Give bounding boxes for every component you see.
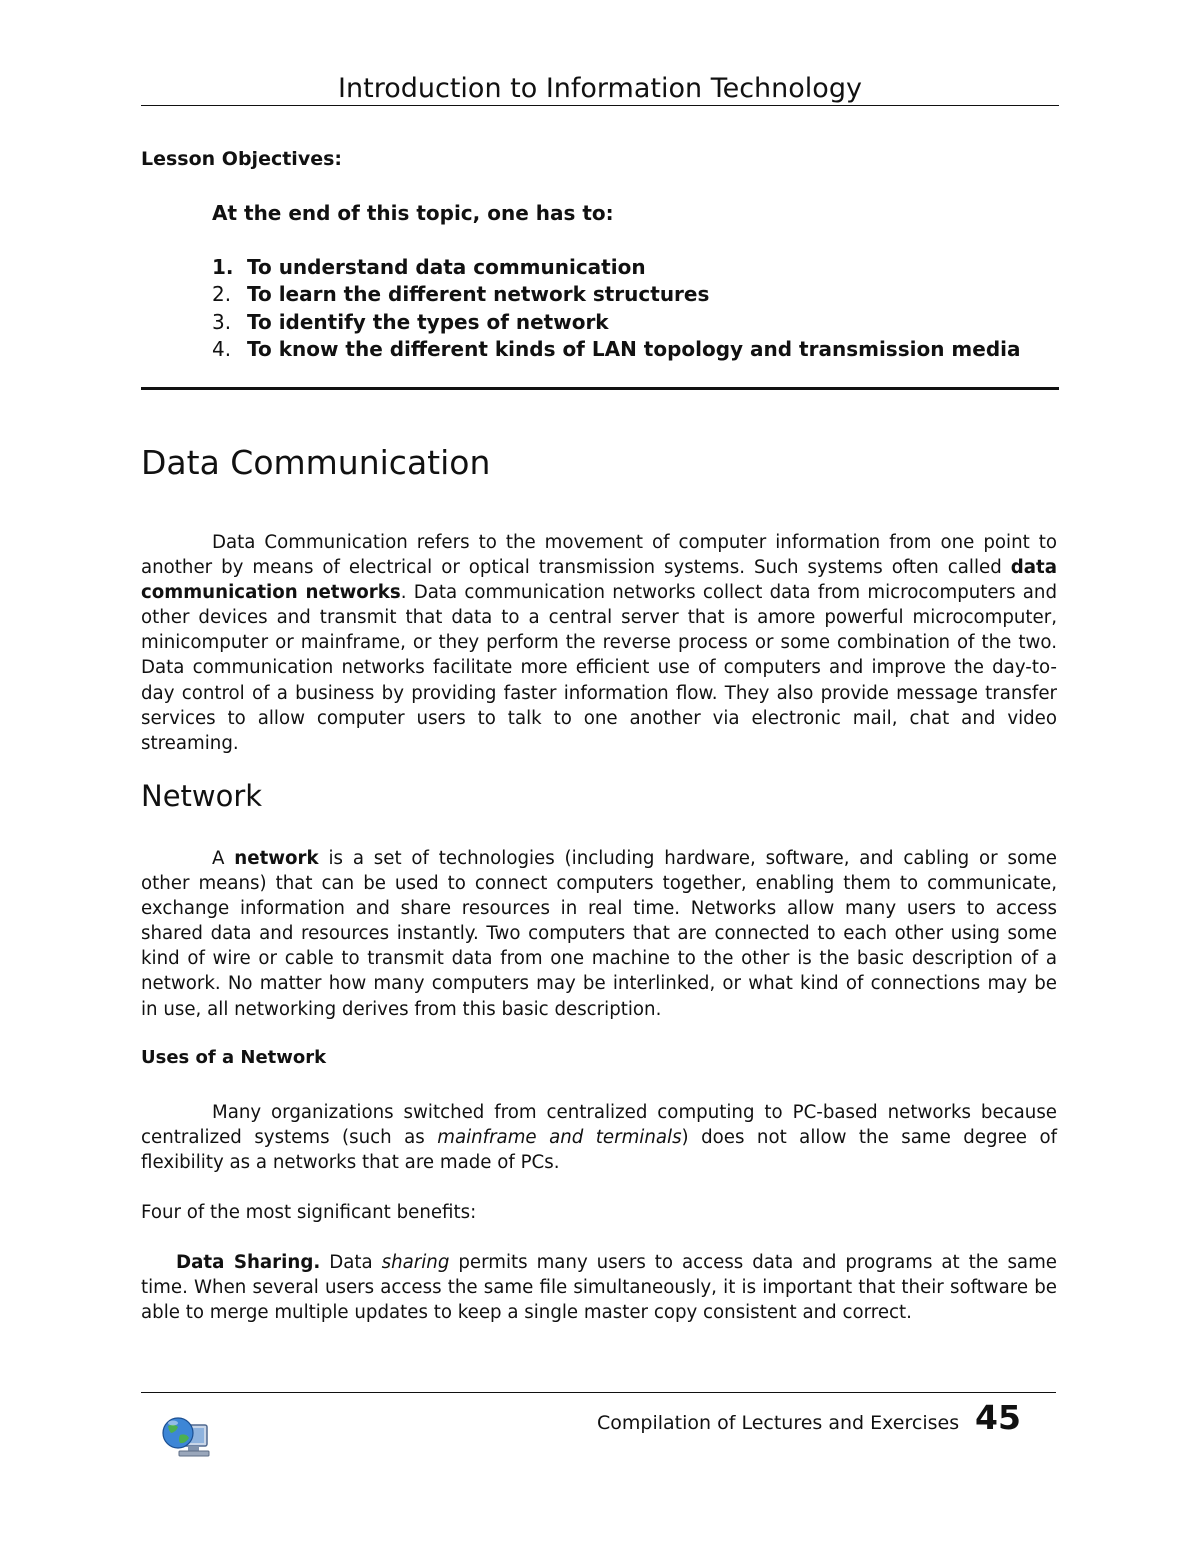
paragraph-text: is a set of technologies (including hardware, software, and cabling or some other means) that can be used to connect computers together, enabling them to communicate, exchange information and share resources in real time. Networks allow many users to access shared data and resources instantly. Two computers that are connected to each other using some kind of wire or cable to transmit data from one machine to the other is the basic description of a network. No matter how many computers may be interlinked, or what kind of connections may be in use, all networking derives from this basic description. bbox=[141, 848, 1057, 1020]
footer-text: Compilation of Lectures and Exercises bbox=[597, 1412, 960, 1434]
objectives-heading: Lesson Objectives: bbox=[141, 148, 342, 170]
paragraph-text: A bbox=[212, 848, 235, 869]
objectives-list bbox=[212, 254, 1021, 363]
header-rule bbox=[141, 105, 1059, 106]
data-sharing-paragraph bbox=[141, 1250, 1057, 1325]
italic-term: mainframe and terminals bbox=[437, 1127, 682, 1149]
objectives-rule bbox=[141, 387, 1059, 390]
objective-number: 4. bbox=[212, 336, 232, 361]
footer-rule bbox=[141, 1392, 1056, 1393]
bold-term: data communication networks bbox=[141, 557, 1057, 604]
objective-item bbox=[212, 309, 1021, 336]
section-title-uses: Uses of a Network bbox=[141, 1047, 327, 1068]
objective-item bbox=[212, 336, 1021, 363]
section-title-data-communication: Data Communication bbox=[141, 443, 491, 482]
page-number: 45 bbox=[975, 1398, 1021, 1437]
objective-text: To understand data communication bbox=[247, 255, 646, 279]
objective-item bbox=[212, 254, 1021, 281]
bold-term: Data Sharing. bbox=[176, 1252, 321, 1273]
paragraph-text: . Data communication networks collect data from microcomputers and other devices and transmit that data to a central server that is amore powerful microcomputer, minicomputer or mainframe, or they perform the reverse process or some combination of the two. Data communication networks facilitate more efficient use of computers and improve the day-to-day control of a business by providing faster information flow. They also provide message transfer services to allow computer users to talk to one another via electronic mail, chat and video streaming. bbox=[141, 582, 1057, 754]
bold-term: network bbox=[234, 848, 319, 869]
objective-text: To learn the different network structures bbox=[247, 282, 710, 307]
objectives-intro: At the end of this topic, one has to: bbox=[212, 201, 614, 225]
paragraph-text: Data bbox=[320, 1252, 382, 1273]
objective-number: 2. bbox=[212, 282, 232, 307]
objective-text: To identify the types of network bbox=[247, 309, 609, 334]
objective-number: 3. bbox=[212, 309, 232, 334]
section-title-network: Network bbox=[141, 779, 263, 813]
benefits-intro: Four of the most significant benefits: bbox=[141, 1202, 477, 1223]
uses-paragraph bbox=[141, 1100, 1057, 1175]
paragraph-text: Many organizations switched from centralized computing to PC-based networks because centralized systems (such as bbox=[141, 1102, 1057, 1149]
italic-term: sharing bbox=[381, 1252, 450, 1273]
paragraph-text: Data Communication refers to the movement of computer information from one point to another by means of electrical or optical transmission systems. Such systems often called bbox=[141, 532, 1057, 579]
network-paragraph bbox=[141, 846, 1057, 1022]
objective-number: 1. bbox=[212, 255, 234, 279]
running-header: Introduction to Information Technology bbox=[338, 73, 862, 104]
objective-text: To know the different kinds of LAN topology and transmission media bbox=[247, 336, 1021, 361]
paragraph-text: ) does not allow the same degree of flexibility as a networks that are made of PCs. bbox=[141, 1127, 1057, 1174]
globe-computer-icon bbox=[160, 1413, 210, 1461]
objective-item bbox=[212, 281, 1021, 308]
paragraph-text: permits many users to access data and programs at the same time. When several users access the same file simultaneously, it is important that their software be able to merge multiple updates to keep a single master copy consistent and correct. bbox=[141, 1252, 1057, 1324]
data-communication-paragraph bbox=[141, 530, 1057, 756]
